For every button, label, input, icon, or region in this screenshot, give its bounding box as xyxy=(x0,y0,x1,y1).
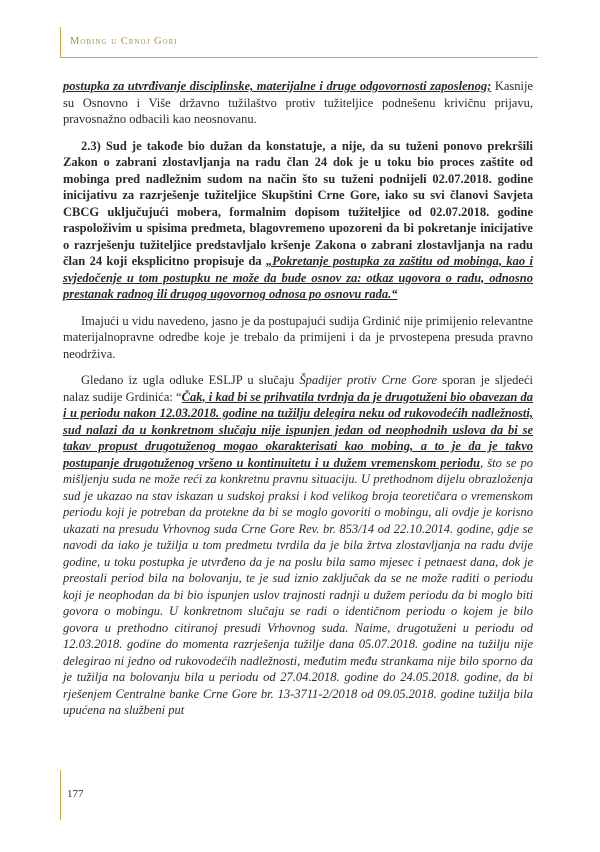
page-number: 177 xyxy=(67,788,84,800)
paragraph-4 xyxy=(63,372,533,719)
paragraph-2-main: 2.3) Sud je takođe bio dužan da konstatuje, a nije, da su tuženi ponovo prekršili Zakon o zabrani zlostavljanja na radu član 24 dok je u toku bio proces zaštite od mobinga pred nadležnim sudom na način što su tuženi podnijeli 02.07.2018. godine inicijativu za razrješenje tužiteljice Skupštini Crne Gore, iako su svi članovi Savjeta CBCG uključujući mobera, formalnim dopisom tužiteljice od 02.07.2018. godine raspoloživim u spisima predmeta, blagovremeno upozoreni da bi pokretanje inicijative o razrješenju tužiteljice predstavljalo kršenje Zakona o zabrani zlostavljanja na radu član 24 koji eksplicitno propisuje da xyxy=(63,138,533,268)
paragraph-4-intro: Gledano iz ugla odluke ESLJP u slučaju xyxy=(81,373,300,387)
paragraph-2-quote: „Pokretanje postupka za zaštitu od mobinga, kao i svjedočenje u tom postupku ne može da bude osnov za: otkaz ugovora o radu, odnosno prestanak radnog ili drugog ugovornog odnosa po osnovu rada.“ xyxy=(63,254,533,301)
paragraph-1 xyxy=(63,78,533,128)
paragraph-4-quote-rest: , što se po mišljenju suda ne može reći za konkretnu pravnu situaciju. U prethodnom dijelu obrazloženja sud je ukazao na stav iskazan u sudskoj praksi i kod velikog broja teoretičara o vremenskom periodu koji je potreban da protekne da bi se moglo govoriti o mobingu, ali ovdje je korisno ukazati na presudu Vrhovnog suda Crne Gore Rev. br. 853/14 od 22.10.2014. godine, gdje se navodi da iako je tužilja u tom predmetu tvrdila da je bila žrtva zlostavljanja na radu dvije godine, u toku postupka je utvrđeno da je na poslu bila samo mjesec i petnaest dana, dok je preostali period bila na bolovanju, te je sud iznio zaključak da se ne može raditi o periodu koji je neophodan da bi bio ispunjen uslov trajnosti radnji u dužem periodu da bi moglo biti govora o mobingu. U konkretnom slučaju se radi o identičnom periodu o kojem je bilo govora u prethodno citiranoj presudi Vrhovnog suda. Naime, drugotuženi u periodu od 12.03.2018. godine do momenta razrješenja tužilje dana 05.07.2018. godine na tužilju nije delegirao ni jedno od rukovodećih nadležnosti, međutim među strankama nije bilo sporno da je tužilja na bolovanju bila u periodu od 27.04.2018. godine do 24.05.2018. godine, da bi rješenjem Centralne banke Crne Gore br. 13-3711-2/2018 od 09.05.2018. godine tužilja bila upućena na službeni put xyxy=(63,455,533,717)
paragraph-4-intro-2: sporan je sljedeći nalaz sudije Grdinića: “ xyxy=(63,373,533,404)
header-vertical-rule xyxy=(60,27,61,57)
paragraph-4-quote-bold: Čak, i kad bi se prihvatila tvrdnja da je drugotuženi bio obavezan da i u periodu nakon 12.03.2018. godine na tužilju delegira neku od rukovodećih nadležnosti, sud nalazi da u konkretnom slučaju nije ispunjen jedan od neophodnih uslova da bi se takav propust drugotuženog mogao okarakterisati kao mobing, a to je da je takvo postupanje drugotuženog vršeno u kontinuitetu i u dužem vremenskom periodu xyxy=(63,389,533,470)
paragraph-1-rest: Kasnije su Osnovno i Više državno tužilaštvo protiv tužiteljice podnešenu krivičnu prijavu, pravosnažno odbacili kao neosnovanu. xyxy=(63,79,534,126)
running-head: Mobing u Crnoj Gori xyxy=(70,36,178,47)
paragraph-2 xyxy=(63,138,533,303)
paragraph-1-bold: postupka za utvrđivanje disciplinske, materijalne i druge odgovornosti zaposlenog; xyxy=(63,79,492,93)
footer-vertical-rule xyxy=(60,770,61,820)
paragraph-4-case-name: Špadijer protiv Crne Gore xyxy=(299,373,437,387)
paragraph-3: Imajući u vidu navedeno, jasno je da postupajući sudija Grdinić nije primijenio relevantne materijalnopravne odredbe koje je trebalo da primijeni i da je prvostepena presuda pravno neodrživa. xyxy=(63,313,533,361)
page-body xyxy=(63,78,533,719)
header-horizontal-rule xyxy=(60,57,538,58)
